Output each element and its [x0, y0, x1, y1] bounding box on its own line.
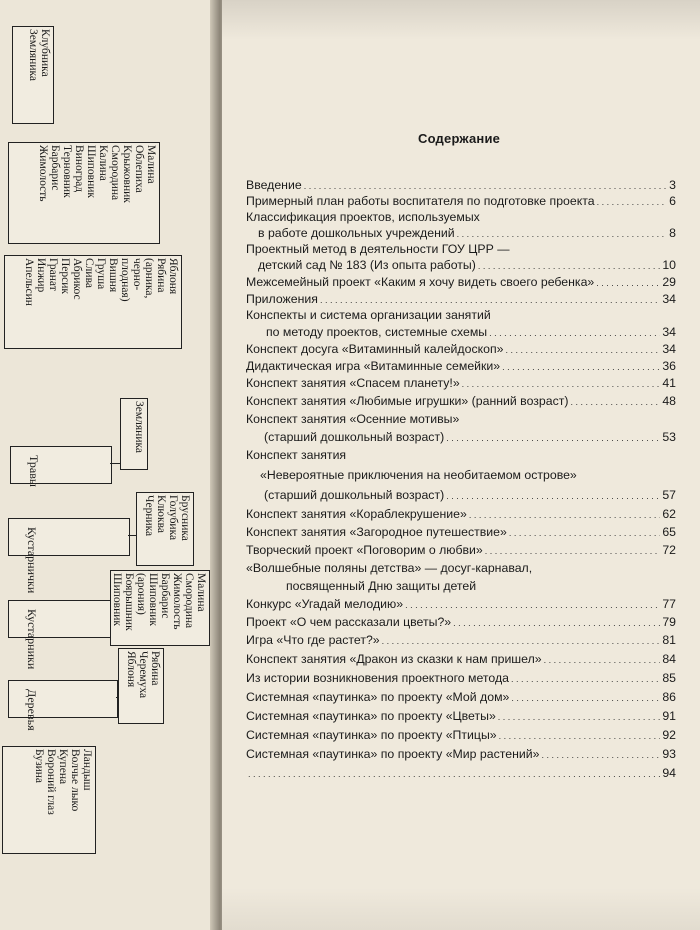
- diagram-box-shrub-list: [110, 570, 210, 646]
- toc-entry-text: Системная «паутинка» по проекту «Птицы»: [246, 728, 497, 742]
- toc-entry-page: 77: [662, 597, 676, 611]
- toc-entry: [258, 258, 676, 272]
- toc-entry-text: Конспекты и система организации занятий: [246, 308, 491, 322]
- diagram-item: Купена: [57, 749, 69, 785]
- left-page: [0, 0, 218, 930]
- toc-entry-page: 34: [662, 342, 676, 356]
- toc-entry-text: Системная «паутинка» по проекту «Мир растений»: [246, 747, 540, 761]
- toc-entry: [246, 766, 676, 780]
- category-label: Кустарнички: [25, 527, 39, 594]
- toc-entry-text: Системная «паутинка» по проекту «Мой дом»: [246, 690, 510, 704]
- toc-entry-text: Проектный метод в деятельности ГОУ ЦРР —: [246, 242, 510, 256]
- diagram-item: Черемуха: [137, 651, 149, 699]
- toc-entry-page: 85: [662, 671, 676, 685]
- toc-entry-text: Введение: [246, 178, 302, 192]
- toc-entry-text: Из истории возникновения проектного метода: [246, 671, 509, 685]
- diagram-item: (арония): [135, 573, 147, 615]
- diagram-item: Груша: [95, 258, 107, 290]
- category-label: Деревья: [25, 689, 39, 731]
- toc-entry-text: Конспект занятия «Спасем планету!»: [246, 376, 460, 390]
- diagram-item: Клюква: [155, 495, 167, 533]
- category-trees: [8, 680, 118, 731]
- diagram-item: Апельсин: [23, 258, 35, 306]
- toc-entry: [246, 690, 676, 704]
- diagram-item: Облепиха: [133, 145, 145, 193]
- toc-entry: [246, 359, 676, 373]
- diagram-box-shrubs: [8, 142, 160, 244]
- toc-entry-text: Примерный план работы воспитателя по подготовке проекта: [246, 194, 595, 208]
- toc-entry-text: Приложения: [246, 292, 318, 306]
- toc-entry-page: 91: [662, 709, 676, 723]
- diagram-item: Жимолость: [171, 573, 183, 630]
- toc-entry: [246, 292, 676, 306]
- toc-entry-page: 8: [669, 226, 676, 240]
- diagram-item: Инжир: [35, 258, 47, 293]
- toc-entry-text: в работе дошкольных учреждений: [258, 226, 455, 240]
- diagram-box-trees: [4, 255, 182, 349]
- diagram-box-wild-strawberry: [120, 398, 148, 470]
- diagram-item: Шиповник: [111, 573, 123, 626]
- toc-entry-page: 10: [662, 258, 676, 272]
- toc-entry-page: 79: [662, 615, 676, 629]
- toc-entry-text: «Невероятные приключения на необитаемом острове»: [260, 468, 577, 482]
- toc-entry: [246, 709, 676, 723]
- diagram-item: Рябина: [149, 651, 161, 686]
- toc-entry-text: Конспект досуга «Витаминный калейдоскоп»: [246, 342, 504, 356]
- diagram-item: Брусника: [179, 495, 191, 541]
- toc-entry-text: (старший дошкольный возраст): [264, 430, 445, 444]
- diagram-item: Барбарис: [159, 573, 171, 619]
- diagram-item: плодная): [119, 258, 131, 302]
- toc-entry: [264, 488, 676, 502]
- diagram-item: Голубика: [167, 495, 179, 541]
- toc-entry: [246, 178, 676, 192]
- toc-entry-page: 3: [669, 178, 676, 192]
- toc-entry-text: «Волшебные поляны детства» — досуг-карнавал,: [246, 561, 533, 575]
- diagram-item: Волчье лыко: [69, 749, 81, 812]
- diagram-item: Малина: [145, 145, 157, 184]
- category-label: Травы: [27, 455, 41, 487]
- toc-entry-text: Конкурс «Угадай мелодию»: [246, 597, 404, 611]
- diagram-item: Ландыш: [81, 749, 93, 791]
- toc-entry-page: 41: [662, 376, 676, 390]
- diagram-item: Шиповник: [85, 145, 97, 198]
- toc-entry: [246, 525, 676, 539]
- toc-entry-text: Классификация проектов, используемых: [246, 210, 480, 224]
- toc-entry: [258, 226, 676, 240]
- toc-entry-page: 62: [662, 507, 676, 521]
- toc-entry-text: по методу проектов, системные схемы: [266, 325, 488, 339]
- diagram-item: Яблоня: [167, 258, 179, 295]
- toc-entry-page: 48: [662, 394, 676, 408]
- toc-entry-text: Конспект занятия «Дракон из сказки к нам пришел»: [246, 652, 542, 666]
- toc-entry-page: 34: [662, 325, 676, 339]
- toc-entry: [264, 430, 676, 444]
- toc-entry-page: 65: [662, 525, 676, 539]
- toc-entry-page: 6: [669, 194, 676, 208]
- toc-title: Содержание: [418, 131, 501, 146]
- diagram-item: Абрикос: [71, 258, 83, 300]
- diagram-item: Барбарис: [49, 145, 61, 191]
- toc-entry-page: 86: [662, 690, 676, 704]
- diagram-item: Слива: [83, 258, 95, 288]
- page-edge: [222, 888, 700, 930]
- diagram-item: Рябина: [155, 258, 167, 293]
- toc-entry-text: детский сад № 183 (Из опыта работы): [258, 258, 476, 272]
- diagram-box-tree-list: [118, 648, 164, 724]
- category-small-shrubs: [8, 518, 130, 594]
- toc-entry-page: 81: [662, 633, 676, 647]
- diagram-item: Боярышник: [123, 573, 135, 631]
- toc-entry: [246, 275, 676, 289]
- toc-entry-text: Дидактическая игра «Витаминные семейки»: [246, 359, 501, 373]
- toc-entry-page: 92: [662, 728, 676, 742]
- diagram-item: Клубника: [39, 29, 51, 77]
- toc-entry-text: Конспект занятия «Любимые игрушки» (ранний возраст): [246, 394, 569, 408]
- toc-entry-page: 57: [662, 488, 676, 502]
- toc-entry-page: 36: [662, 359, 676, 373]
- toc-entry-page: 29: [662, 275, 676, 289]
- toc-entry: [246, 652, 676, 666]
- diagram-item: черно-: [131, 258, 143, 291]
- toc-entry-text: (старший дошкольный возраст): [264, 488, 445, 502]
- diagram-item: Вишня: [107, 258, 119, 293]
- toc-entry: [246, 543, 676, 557]
- toc-entry-text: Конспект занятия: [246, 448, 347, 462]
- diagram-item: Бузина: [33, 749, 45, 784]
- diagram-item: Калина: [97, 145, 109, 181]
- category-herbs: [10, 446, 112, 487]
- diagram-box-poisonous: [2, 746, 96, 854]
- diagram-item: Крыжовник: [121, 145, 133, 203]
- diagram-item: Смородина: [109, 145, 121, 201]
- diagram-item: Земляника: [133, 401, 145, 453]
- toc-entry: [246, 597, 676, 611]
- toc-entry: [266, 325, 676, 339]
- toc-entry: [246, 342, 676, 356]
- toc-entry: [246, 194, 676, 208]
- diagram-item: Вороний глаз: [45, 749, 57, 815]
- toc-entry-page: 72: [662, 543, 676, 557]
- toc-entry-text: Игра «Что где растет?»: [246, 633, 380, 647]
- diagram-item: Гранат: [47, 258, 59, 291]
- diagram-item: Персик: [59, 258, 71, 295]
- toc-entry-page: 93: [662, 747, 676, 761]
- diagram-item: Земляника: [27, 29, 39, 81]
- toc-entry: [246, 615, 676, 629]
- toc-entry-text: Проект «О чем рассказали цветы?»: [246, 615, 452, 629]
- diagram-item: Черника: [143, 495, 155, 537]
- diagram-item: Яблоня: [125, 651, 137, 688]
- page-shadow: [222, 0, 700, 40]
- toc-entry-page: 94: [662, 766, 676, 780]
- toc-entry-text: посвященный Дню защиты детей: [286, 579, 477, 593]
- toc-entry-page: 53: [662, 430, 676, 444]
- toc-entry: [246, 633, 676, 647]
- toc-entry-text: Межсемейный проект «Каким я хочу видеть своего ребенка»: [246, 275, 595, 289]
- diagram-item: (арника,: [143, 258, 155, 299]
- toc-entry-text: Конспект занятия «Загородное путешествие»: [246, 525, 507, 539]
- diagram-item: Виноград: [73, 145, 85, 193]
- category-label: Кустарники: [25, 609, 39, 670]
- diagram-item: Малина: [195, 573, 207, 612]
- diagram-item: Смородина: [183, 573, 195, 629]
- toc-entry: [246, 376, 676, 390]
- toc-entry: [246, 507, 676, 521]
- toc-entry-text: Конспект занятия «Осенние мотивы»: [246, 412, 460, 426]
- toc-entry-text: Конспект занятия «Кораблекрушение»: [246, 507, 467, 521]
- diagram-item: Жимолость: [37, 145, 49, 202]
- toc-entry-page: 34: [662, 292, 676, 306]
- toc-entry-text: Творческий проект «Поговорим о любви»: [246, 543, 483, 557]
- diagram-item: Терновник: [61, 145, 73, 198]
- diagram-box-berries: [136, 492, 194, 566]
- toc-entry-text: Системная «паутинка» по проекту «Цветы»: [246, 709, 496, 723]
- diagram-box-strawberry: [12, 26, 54, 124]
- diagram-item: Шиповник: [147, 573, 159, 626]
- toc-entry: [246, 671, 676, 685]
- toc-entry: [246, 747, 676, 761]
- toc-entry: [246, 394, 676, 408]
- toc-entry-page: 84: [662, 652, 676, 666]
- toc-entry: [246, 728, 676, 742]
